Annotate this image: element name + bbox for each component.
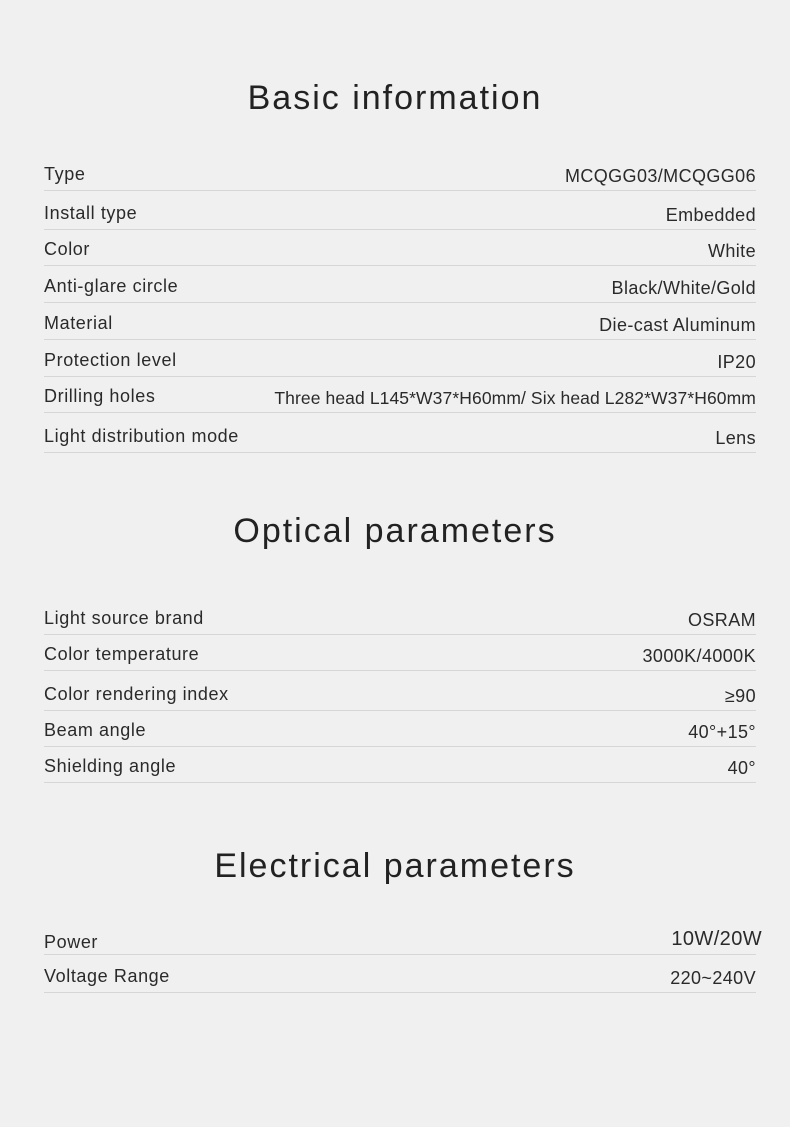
spec-value: Lens	[715, 428, 756, 448]
spec-row-light-source-brand	[44, 608, 756, 635]
spec-row-beam-angle	[44, 720, 756, 747]
spec-row-type	[44, 164, 756, 191]
spec-value: MCQGG03/MCQGG06	[564, 166, 756, 186]
spec-value: 10W/20W	[671, 928, 762, 950]
spec-label: Color temperature	[44, 644, 200, 664]
section-title-electrical-parameters: Electrical parameters	[214, 847, 576, 885]
spec-row-drilling-holes	[44, 386, 756, 413]
spec-value: ≥90	[724, 686, 756, 706]
spec-value: Three head L145*W37*H60mm/ Six head L282*W37*H60mm	[274, 388, 756, 408]
spec-label: Protection level	[44, 350, 177, 370]
spec-label: Type	[44, 164, 86, 184]
spec-value: White	[707, 241, 756, 261]
spec-label: Beam angle	[44, 720, 147, 740]
spec-label: Drilling holes	[44, 386, 156, 406]
spec-label: Color	[44, 239, 91, 259]
spec-row-voltage-range	[44, 966, 756, 993]
spec-label: Light source brand	[44, 608, 204, 628]
spec-label: Install type	[44, 203, 138, 223]
spec-label: Material	[44, 313, 113, 333]
spec-value: Black/White/Gold	[611, 278, 756, 298]
spec-value: IP20	[717, 352, 756, 372]
spec-value: 3000K/4000K	[642, 646, 756, 666]
spec-value: OSRAM	[687, 610, 756, 630]
spec-value: Die-cast Aluminum	[599, 315, 756, 335]
spec-label: Color rendering index	[44, 684, 229, 704]
spec-row-color	[44, 239, 756, 266]
spec-row-install-type	[44, 203, 756, 230]
spec-label: Light distribution mode	[44, 426, 239, 446]
spec-row-anti-glare-circle	[44, 276, 756, 303]
spec-value: Embedded	[665, 205, 756, 225]
section-title-optical-parameters: Optical parameters	[233, 512, 557, 550]
section-title-basic-information: Basic information	[247, 79, 543, 117]
spec-row-shielding-angle	[44, 756, 756, 783]
spec-label: Anti-glare circle	[44, 276, 179, 296]
spec-value: 40°+15°	[688, 722, 756, 742]
spec-label: Voltage Range	[44, 966, 170, 986]
spec-row-power	[44, 928, 762, 955]
spec-value: 220~240V	[670, 968, 756, 988]
spec-label: Shielding angle	[44, 756, 177, 776]
spec-row-material	[44, 313, 756, 340]
spec-row-color-rendering-index	[44, 684, 756, 711]
spec-row-light-distribution-mode	[44, 426, 756, 453]
spec-value: 40°	[727, 758, 756, 778]
spec-row-protection-level	[44, 350, 756, 377]
spec-label: Power	[44, 932, 99, 952]
spec-row-color-temperature	[44, 644, 756, 671]
